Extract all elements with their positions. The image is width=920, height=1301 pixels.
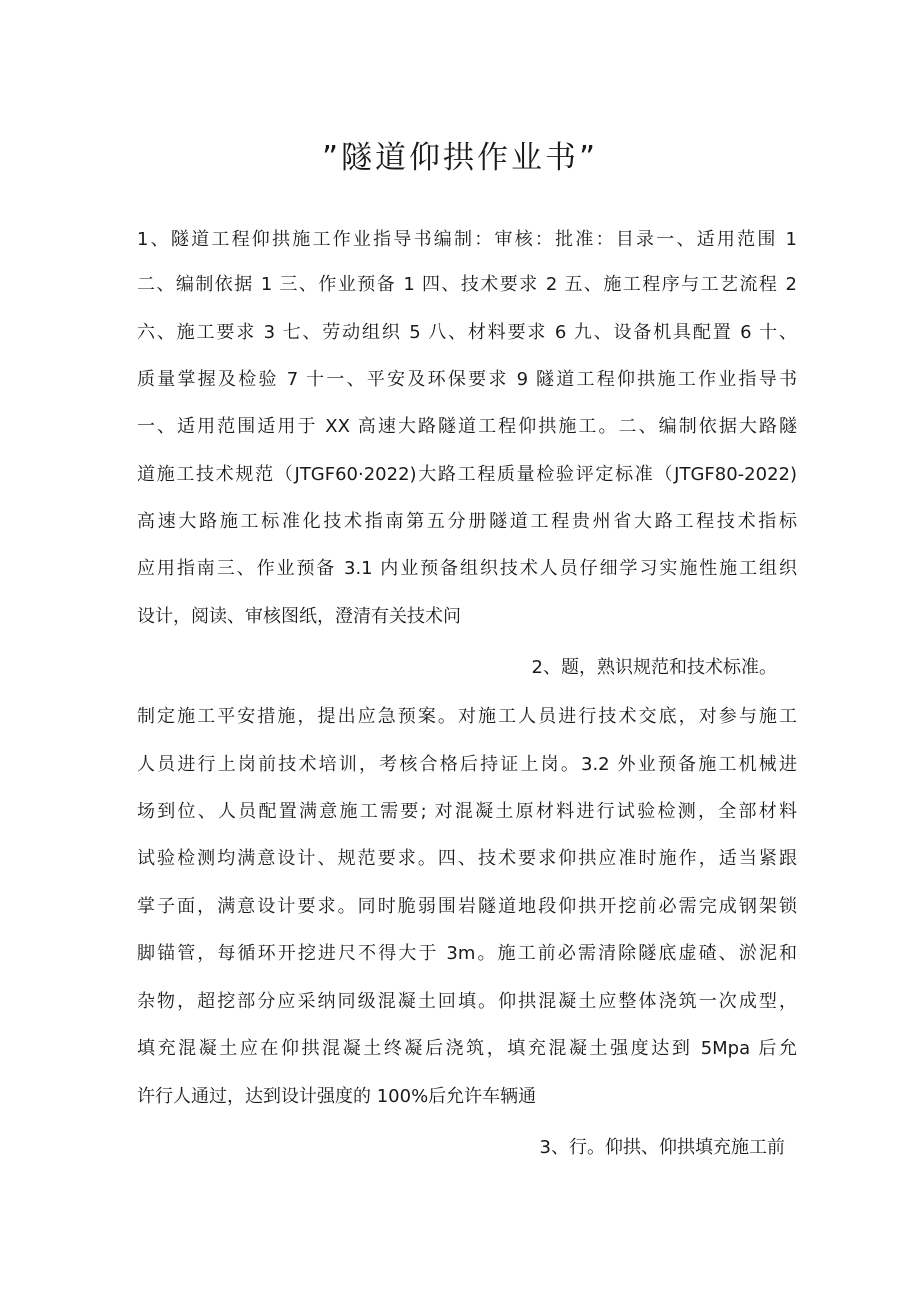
body-line: 场到位、人员配置满意施工需要; 对混凝土原材料进行试验检测，全部材料 [137, 801, 797, 822]
body-line: 六、施工要求 3 七、劳动组织 5 八、材料要求 6 九、设备机具配置 6 十、 [137, 322, 797, 343]
document-title: ”隧道仰拱作业书” [321, 140, 599, 176]
body-line: 脚锚管，每循环开挖进尺不得大于 3m。施工前必需清除隧底虚碴、淤泥和 [137, 943, 797, 964]
body-line: 质量掌握及检验 7 十一、平安及环保要求 9 隧道工程仰拱施工作业指导书 [137, 369, 797, 390]
body-line: 应用指南三、作业预备 3.1 内业预备组织技术人员仔细学习实施性施工组织 [137, 558, 797, 579]
body-line: 高速大路施工标准化技术指南第五分册隧道工程贵州省大路工程技术指标 [137, 511, 797, 532]
section-heading: 2、题，熟识规范和技术标准。 [531, 657, 777, 678]
body-line: 人员进行上岗前技术培训，考核合格后持证上岗。3.2 外业预备施工机械进 [137, 754, 797, 775]
body-line: 填充混凝土应在仰拱混凝土终凝后浇筑，填充混凝土强度达到 5Mpa 后允 [137, 1038, 797, 1059]
body-line: 掌子面，满意设计要求。同时脆弱围岩隧道地段仰拱开挖前必需完成钢架锁 [137, 896, 797, 917]
body-line: 许行人通过，达到设计强度的 100%后允许车辆通 [137, 1086, 537, 1107]
body-line: 杂物，超挖部分应采纳同级混凝土回填。仰拱混凝土应整体浇筑一次成型， [137, 991, 797, 1012]
body-line: 制定施工平安措施，提出应急预案。对施工人员进行技术交底，对参与施工 [137, 706, 797, 727]
body-line: 1、隧道工程仰拱施工作业指导书编制：审核：批准：目录一、适用范围 1 [137, 229, 797, 250]
section-heading: 3、行。仰拱、仰拱填充施工前 [539, 1137, 785, 1158]
body-line: 一、适用范围适用于 XX 高速大路隧道工程仰拱施工。二、编制依据大路隧 [137, 416, 797, 437]
body-line: 设计，阅读、审核图纸，澄清有关技术问 [137, 606, 461, 627]
body-line: 试验检测均满意设计、规范要求。四、技术要求仰拱应准时施作，适当紧跟 [137, 848, 797, 869]
body-line: 道施工技术规范（JTGF60·2022)大路工程质量检验评定标准（JTGF80-2022) [137, 464, 797, 485]
body-line: 二、编制依据 1 三、作业预备 1 四、技术要求 2 五、施工程序与工艺流程 2 [137, 274, 797, 295]
